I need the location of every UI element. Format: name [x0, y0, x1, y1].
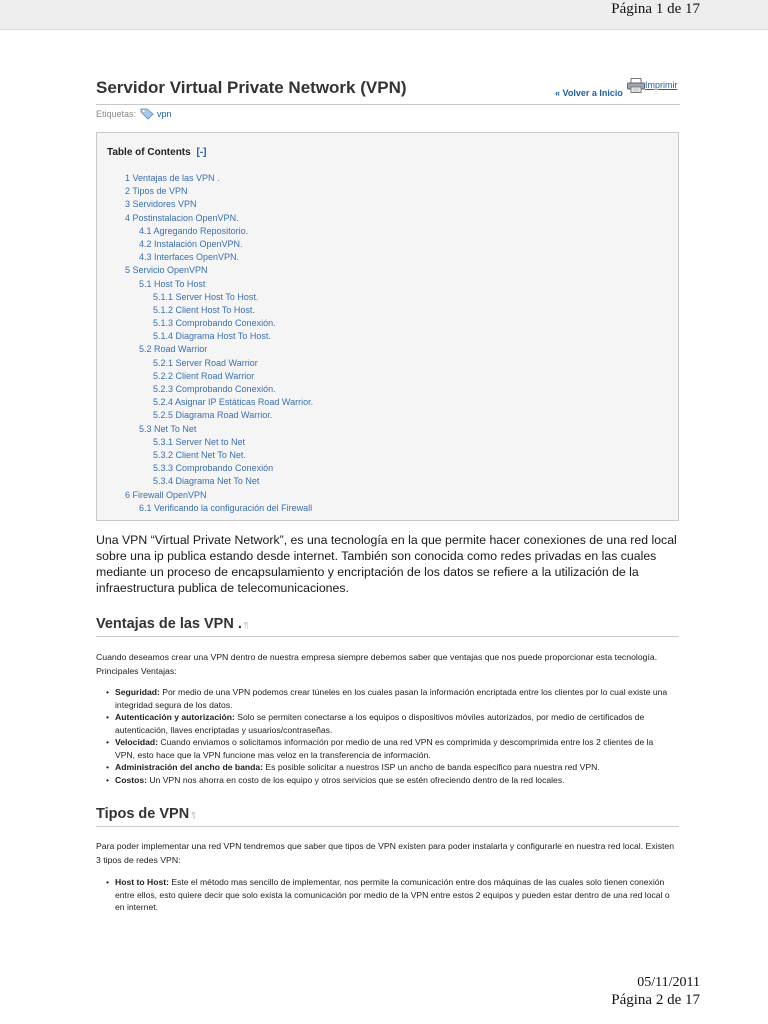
- toc-item[interactable]: 5.2.1 Server Road Warrior: [153, 357, 258, 368]
- printer-icon[interactable]: [627, 78, 645, 93]
- toc-item[interactable]: 5 Servicio OpenVPN: [125, 265, 208, 276]
- intro-paragraph: Una VPN “Virtual Private Network”, es una tecnología en la que permite hacer conexiones de una red local sobre una ip publica estando desde internet. También son conocida como redes privadas en las cuales mediante un proceso de encapsulamiento y encriptación de los datos se refiere a la utilización de la infraestructura publica de telecomunicaciones.: [96, 533, 677, 595]
- section-heading-tipos: Tipos de VPN ¶: [96, 806, 679, 827]
- toc-item[interactable]: 3 Servidores VPN: [125, 199, 197, 210]
- tag-vpn-link[interactable]: vpn: [157, 109, 172, 119]
- tipos-list: [106, 876, 672, 914]
- toc-item[interactable]: 5.2 Road Warrior: [139, 344, 208, 355]
- list-item-text: Cuando enviamos o solicitamos información por medio de una red VPN es comprimida y descomprimida entre los 2 clientes de la VPN, esto hace que la VPN funcione mas veloz en la transferencia de información.: [115, 737, 654, 760]
- toc-item[interactable]: 5.2.5 Diagrama Road Warrior.: [153, 410, 273, 421]
- tag-icon: [140, 108, 154, 120]
- list-item-term: Seguridad:: [115, 687, 160, 697]
- list-item-term: Costos:: [115, 774, 147, 785]
- list-item-term: Host to Host:: [115, 877, 169, 887]
- tags-row: [96, 108, 172, 120]
- ventajas-paragraph: Cuando deseamos crear una VPN dentro de nuestra empresa siempre debemos saber que ventajas que nos puede proporcionar esta tecnología. Principales Ventajas:: [96, 652, 658, 676]
- pdf-page-header: [0, 0, 768, 30]
- list-item: [106, 761, 672, 774]
- list-item-text: Un VPN nos ahorra en costo de los equipo y otros servicios que se estén ofreciendo dentro de la red locales.: [147, 774, 565, 785]
- toc-item[interactable]: 5.1.4 Diagrama Host To Host.: [153, 331, 271, 342]
- list-item: [106, 876, 672, 914]
- toc-heading: Table of Contents [-]: [107, 147, 207, 158]
- footer-date: 05/11/2011: [637, 975, 700, 990]
- toc-item[interactable]: 5.1.3 Comprobando Conexión.: [153, 318, 276, 329]
- toc-item[interactable]: 5.3 Net To Net: [139, 423, 197, 434]
- back-to-home-link[interactable]: « Volver a Inicio: [555, 88, 623, 98]
- list-item-text: Este el método mas sencillo de implementar, nos permite la comunicación entre dos máquinas de las cuales solo tienen conexión entre ellos, esto quiere decir que solo exista la comunicación por medio de la VPN entre estos 2 equipos y pueden estar dentro de una red local o en internet.: [115, 877, 670, 912]
- list-item-text: Por medio de una VPN podemos crear túneles en los cuales pasan la información encriptada entre los clientes por lo cual existe una integridad segura de los datos.: [115, 687, 668, 710]
- toc-item[interactable]: 5.3.3 Comprobando Conexión: [153, 463, 274, 474]
- page-number-top: Página 1 de 17: [611, 1, 700, 17]
- list-item-term: Autenticación y autorización:: [115, 712, 235, 722]
- toc-list: [125, 172, 313, 515]
- article-title-row: [96, 78, 680, 104]
- toc-item[interactable]: 5.2.4 Asignar IP Estáticas Road Warrior.: [153, 397, 314, 408]
- toc-item[interactable]: 2 Tipos de VPN: [125, 186, 188, 197]
- page-number-bottom: Página 2 de 17: [611, 992, 700, 1008]
- list-item: [106, 774, 672, 787]
- table-of-contents: [96, 132, 679, 521]
- toc-item[interactable]: 4.2 Instalación OpenVPN.: [139, 238, 243, 249]
- ventajas-list: [106, 686, 672, 786]
- toc-item[interactable]: 5.2.2 Client Road Warrior: [153, 370, 255, 381]
- toc-item[interactable]: 4.1 Agregando Repositorio.: [139, 225, 249, 236]
- toc-item[interactable]: 5.3.1 Server Net to Net: [153, 436, 246, 447]
- toc-item[interactable]: 5.1.2 Client Host To Host.: [153, 304, 255, 315]
- list-item-term: Velocidad:: [115, 737, 158, 747]
- list-item: [106, 686, 672, 711]
- toc-item[interactable]: 6 Firewall OpenVPN: [125, 489, 207, 500]
- toc-item[interactable]: 6.1 Verificando la configuración del Firewall: [139, 502, 313, 513]
- toc-toggle-button[interactable]: [-]: [196, 147, 207, 158]
- tipos-paragraph: Para poder implementar una red VPN tendremos que saber que tipos de VPN existen para poder instalarla y configurarle en nuestra red local. Existen 3 tipos de redes VPN:: [96, 841, 675, 865]
- toc-item[interactable]: 4 Postinstalacion OpenVPN.: [125, 212, 239, 223]
- section-heading-ventajas: Ventajas de las VPN . ¶: [96, 616, 679, 637]
- print-link[interactable]: Imprimir: [645, 80, 678, 90]
- toc-item[interactable]: 5.3.4 Diagrama Net To Net: [153, 476, 260, 487]
- toc-item[interactable]: 5.2.3 Comprobando Conexión.: [153, 384, 276, 394]
- toc-item[interactable]: 1 Ventajas de las VPN .: [125, 173, 220, 183]
- title-divider: [96, 104, 680, 105]
- toc-item[interactable]: 5.1.1 Server Host To Host.: [153, 291, 259, 302]
- list-item-term: Administración del ancho de banda:: [115, 762, 264, 772]
- anchor-icon[interactable]: ¶: [243, 621, 249, 630]
- toc-item[interactable]: 5.1 Host To Host: [139, 278, 206, 289]
- toc-item[interactable]: 5.3.2 Client Net To Net.: [153, 449, 246, 460]
- toc-item[interactable]: 4.3 Interfaces OpenVPN.: [139, 252, 240, 263]
- list-item: [106, 711, 672, 736]
- article-title: Servidor Virtual Private Network (VPN): [96, 78, 407, 97]
- anchor-icon[interactable]: ¶: [191, 811, 196, 820]
- list-item: [106, 736, 672, 761]
- list-item-text: Es posible solicitar a nuestros ISP un ancho de banda especifico para nuestra red VPN.: [263, 762, 600, 772]
- tags-label: Etiquetas:: [96, 109, 137, 119]
- list-item-text: Solo se permiten conectarse a los equipos o dispositivos móviles autorizados, por medio de certificados de autenticación, llaves encriptadas y usuarios/contraseñas.: [115, 712, 645, 735]
